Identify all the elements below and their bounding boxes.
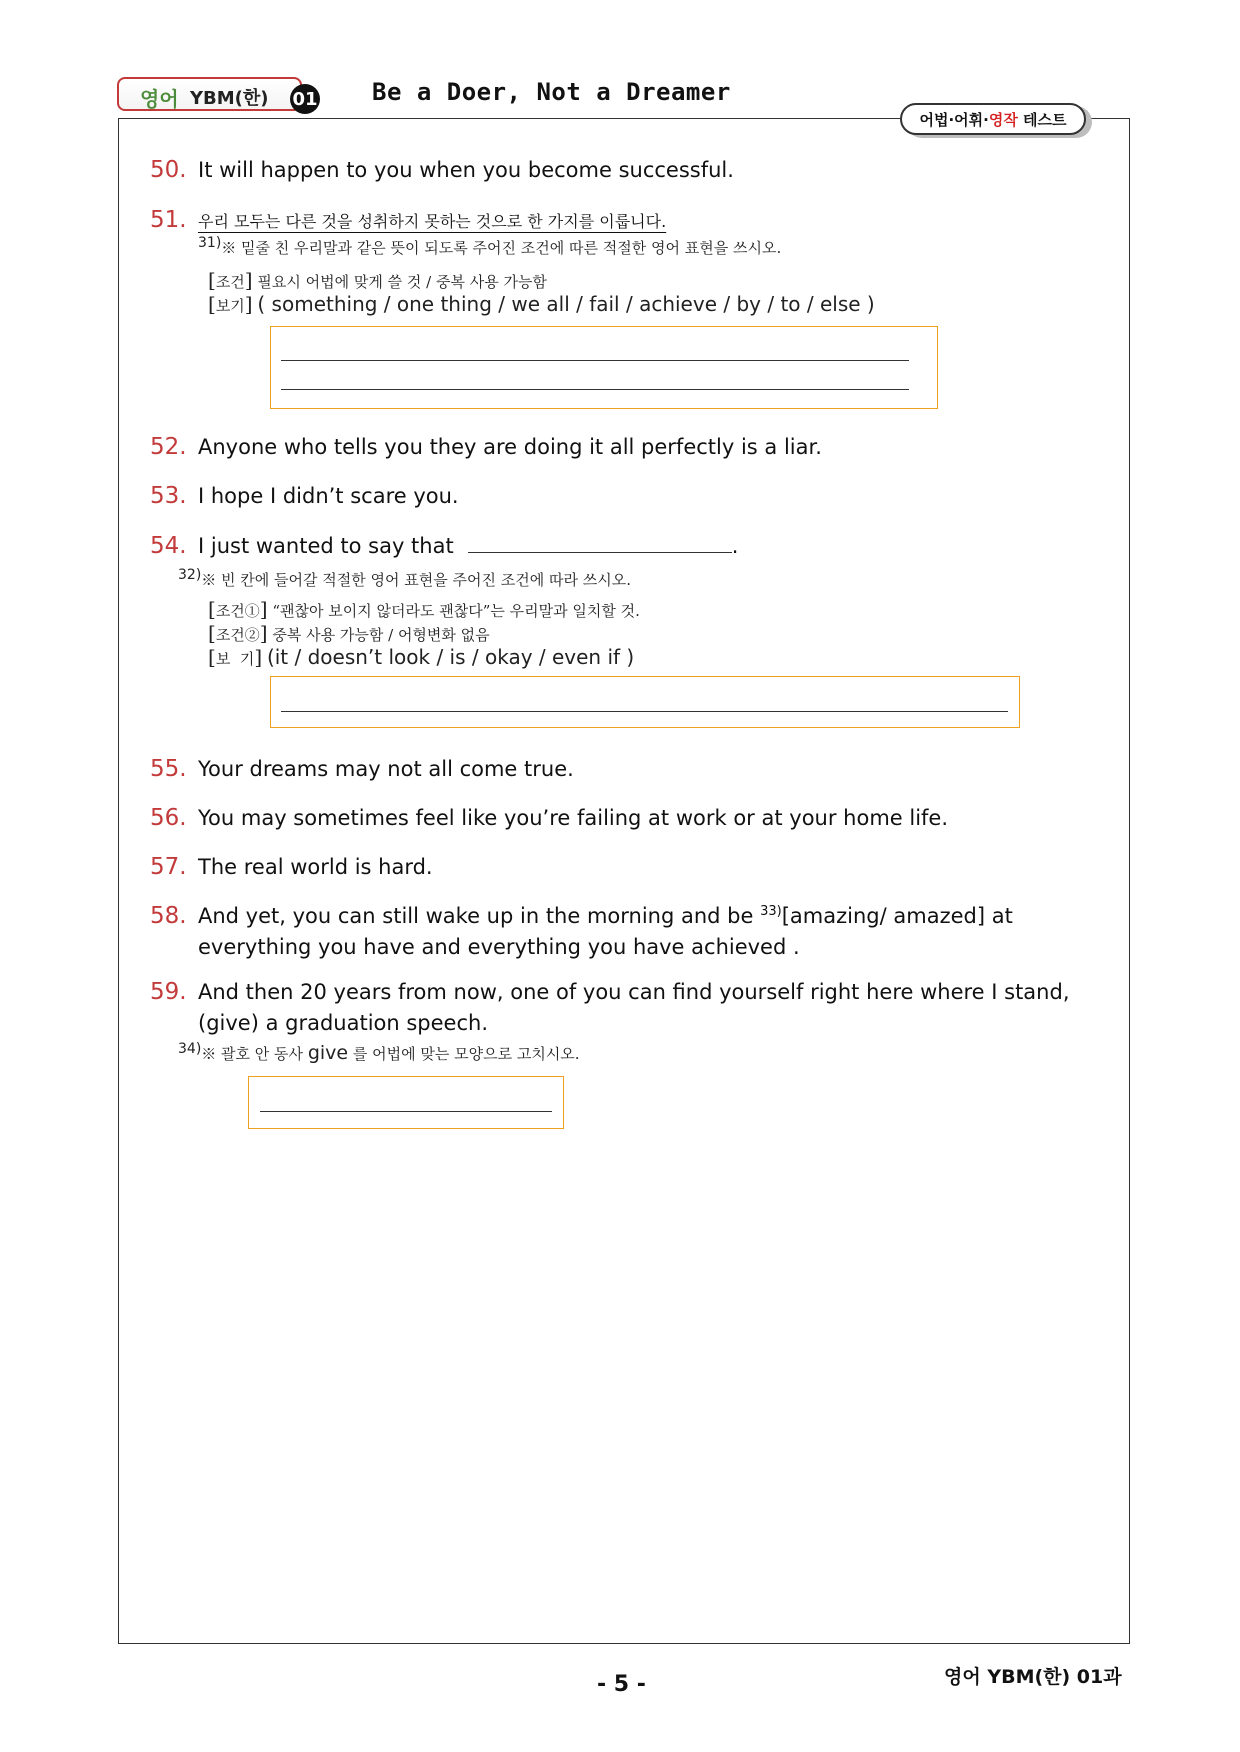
condition-text: 필요시 어법에 맞게 쓸 것 / 중복 사용 가능함 (257, 273, 547, 291)
q51-instruction (198, 235, 782, 258)
q54-word-bank: [보 기] (it / doesn’t look / is / okay / even if ) (208, 645, 635, 669)
question-58 (150, 901, 1013, 963)
footnote-number: 33) (760, 904, 782, 919)
fill-in-blank[interactable] (468, 530, 732, 553)
answer-line[interactable] (260, 1111, 552, 1112)
question-56 (150, 803, 948, 834)
word-bank-text: (it / doesn’t look / is / okay / even if ) (266, 645, 635, 669)
question-text: You may sometimes feel like you’re failing at work or at your home life. (198, 806, 949, 830)
question-number: 54. (150, 533, 187, 559)
q51-condition: [조건] 필요시 어법에 맞게 쓸 것 / 중복 사용 가능함 (208, 268, 547, 292)
footnote-number: 32) (178, 567, 202, 583)
condition-label: 조건 (215, 273, 245, 291)
question-number: 52. (150, 434, 187, 460)
q54-condition-1: [조건①] “괜찮아 보이지 않더라도 괜찮다”는 우리말과 일치할 것. (208, 597, 640, 621)
question-text: Anyone who tells you they are doing it all perfectly is a liar. (198, 435, 822, 459)
question-text-continued: everything you have and everything you have achieved . (198, 935, 800, 959)
instruction-verb: give (307, 1042, 349, 1064)
condition-text: 중복 사용 가능함 / 어형변화 없음 (272, 626, 490, 644)
question-55 (150, 754, 574, 785)
question-51 (150, 205, 666, 237)
q51-word-bank: [보기] ( something / one thing / we all / fail / achieve / by / to / else ) (208, 292, 875, 316)
question-number: 50. (150, 157, 187, 183)
question-text-continued: (give) a graduation speech. (198, 1011, 489, 1035)
question-text: Your dreams may not all come true. (198, 757, 574, 781)
question-text: It will happen to you when you become successful. (198, 158, 734, 182)
q59-instruction (178, 1043, 580, 1064)
question-number: 55. (150, 756, 187, 782)
question-number: 57. (150, 854, 187, 880)
footnote-number: 31) (198, 235, 222, 251)
question-52 (150, 432, 822, 463)
sentence-end: . (731, 534, 739, 558)
question-text: And then 20 years from now, one of you can find yourself right here where I stand, (198, 980, 1070, 1004)
question-number: 51. (150, 207, 187, 233)
tag-prefix: 어법·어휘· (919, 110, 989, 129)
question-number: 59. (150, 979, 187, 1005)
word-bank-label: 보 기 (215, 650, 255, 668)
question-text: The real world is hard. (198, 855, 433, 879)
word-bank-text: ( something / one thing / we all / fail / achieve / by / to / else ) (257, 292, 875, 316)
answer-line[interactable] (281, 389, 909, 390)
tag-highlight: 영작 (988, 110, 1018, 129)
question-text: And yet, you can still wake up in the morning and be (198, 904, 754, 928)
condition-label: 조건① (215, 602, 260, 620)
badge-publisher: YBM(한) (190, 88, 269, 109)
word-bank-label: 보기 (215, 297, 245, 315)
answer-line[interactable] (281, 711, 1008, 712)
answer-line[interactable] (281, 360, 909, 361)
footer-label: 영어 YBM(한) 01과 (944, 1666, 1122, 1688)
q54-instruction (178, 567, 631, 590)
choice-text: [amazing/ amazed] at (781, 904, 1013, 928)
question-54 (150, 530, 738, 562)
question-57 (150, 852, 433, 883)
instruction-text: ※ 빈 칸에 들어갈 적절한 영어 표현을 주어진 조건에 따라 쓰시오. (201, 571, 631, 589)
lesson-number-badge: 01 (290, 84, 320, 114)
badge-subject: 영어 (140, 87, 179, 111)
instruction-text: ※ 괄호 안 동사 (201, 1045, 308, 1063)
test-type-tag (900, 103, 1086, 135)
question-text-korean: 우리 모두는 다른 것을 성취하지 못하는 것으로 한 가지를 이룹니다. (198, 212, 667, 231)
question-53 (150, 481, 459, 512)
question-59 (150, 977, 1070, 1039)
tag-suffix: 테스트 (1017, 110, 1067, 129)
question-50 (150, 155, 734, 186)
question-number: 56. (150, 805, 187, 831)
q59-answer-box[interactable] (248, 1076, 564, 1129)
condition-text: “괜찮아 보이지 않더라도 괜찮다”는 우리말과 일치할 것. (272, 602, 640, 620)
q51-answer-box[interactable] (270, 326, 938, 409)
footnote-number: 34) (178, 1041, 202, 1057)
instruction-text: ※ 밑줄 친 우리말과 같은 뜻이 되도록 주어진 조건에 따른 적절한 영어 표현을 쓰시오. (221, 239, 782, 257)
condition-label: 조건② (215, 626, 260, 644)
lesson-title: Be a Doer, Not a Dreamer (372, 78, 731, 106)
instruction-text-end: 를 어법에 맞는 모양으로 고치시오. (348, 1045, 580, 1063)
page-number: - 5 - (597, 1672, 646, 1697)
question-text: I just wanted to say that (198, 534, 454, 558)
q54-answer-box[interactable] (270, 676, 1020, 728)
question-text: I hope I didn’t scare you. (198, 484, 459, 508)
question-number: 53. (150, 483, 187, 509)
question-number: 58. (150, 903, 187, 929)
q54-condition-2: [조건②] 중복 사용 가능함 / 어형변화 없음 (208, 621, 490, 645)
